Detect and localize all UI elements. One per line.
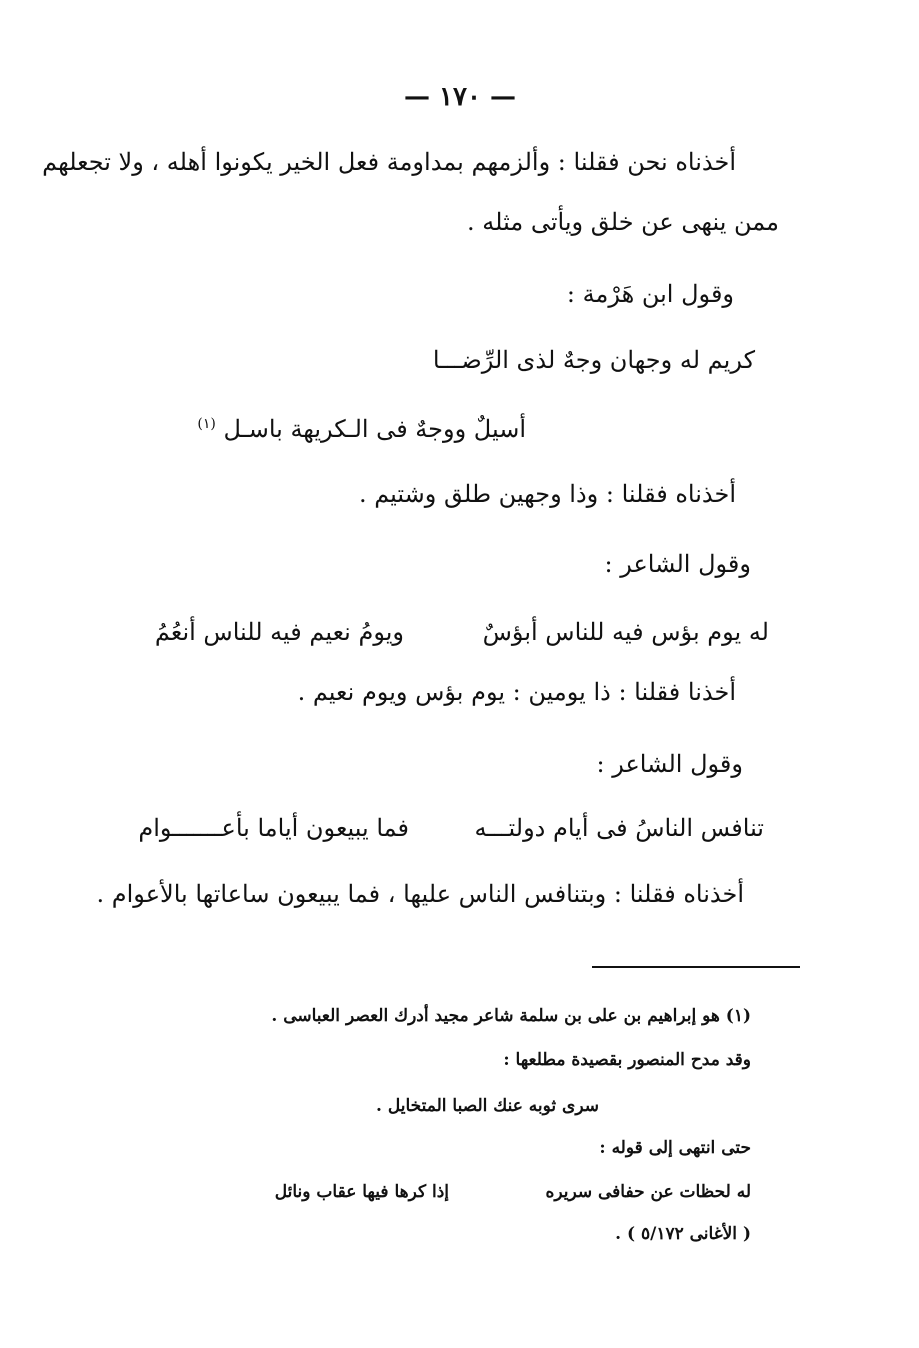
verse-intro: وقول الشاعر : (604, 550, 751, 578)
footnote-source: ( الأغانى ٥/١٧٢ ) . (615, 1224, 751, 1244)
footnote-separator (592, 966, 800, 968)
paragraph-line: ممن ينهى عن خلق ويأتى مثله . (467, 208, 779, 236)
verse-hemistich-second: ويومُ نعيم فيه للناس أنعُمُ (154, 618, 404, 646)
verse-line (197, 408, 526, 445)
verse-intro: وقول الشاعر : (596, 750, 743, 778)
footnote-verse-first: له لحظات عن حفافى سريره (545, 1182, 751, 1202)
verse-hemistich-first: تنافس الناسُ فى أيام دولتـــه (474, 814, 764, 842)
verse-hemistich-second: فما يبيعون أياما بأعـــــــوام (138, 814, 409, 842)
paragraph-line: أخذناه فقلنا : وذا وجهين طلق وشتيم . (358, 480, 736, 508)
verse-line: كريم له وجهان وجهٌ لذى الرِّضـــا (432, 346, 755, 374)
verse-intro: وقول ابن هَرْمة : (566, 280, 734, 308)
paragraph-line: أخذناه فقلنا : وبتنافس الناس عليها ، فما يبيعون ساعاتها بالأعوام . (96, 880, 744, 908)
footnote-marker: (١) (197, 416, 216, 432)
footnote-line: وقد مدح المنصور بقصيدة مطلعها : (503, 1050, 751, 1070)
paragraph-line: أخذنا فقلنا : ذا يومين : يوم بؤس ويوم نعيم . (297, 678, 736, 706)
footnote-line: (١) هو إبراهيم بن على بن سلمة شاعر مجيد أدرك العصر العباسى . (271, 1006, 751, 1026)
footnote-verse: سرى ثوبه عنك الصبا المتخايل . (376, 1096, 599, 1116)
verse-text: أسيلٌ ووجهٌ فى الـكريهة باسـل (223, 415, 526, 443)
verse-hemistich-first: له يوم بؤس فيه للناس أبؤسٌ (482, 618, 769, 646)
footnote-verse-second: إذا كرها فيها عقاب ونائل (274, 1182, 449, 1202)
paragraph-line: أخذناه نحن فقلنا : وألزمهم بمداومة فعل الخير يكونوا أهله ، ولا تجعلهم (42, 148, 736, 176)
footnote-line: حتى انتهى إلى قوله : (599, 1138, 751, 1158)
page-number: — ١٧٠ — (403, 82, 517, 112)
